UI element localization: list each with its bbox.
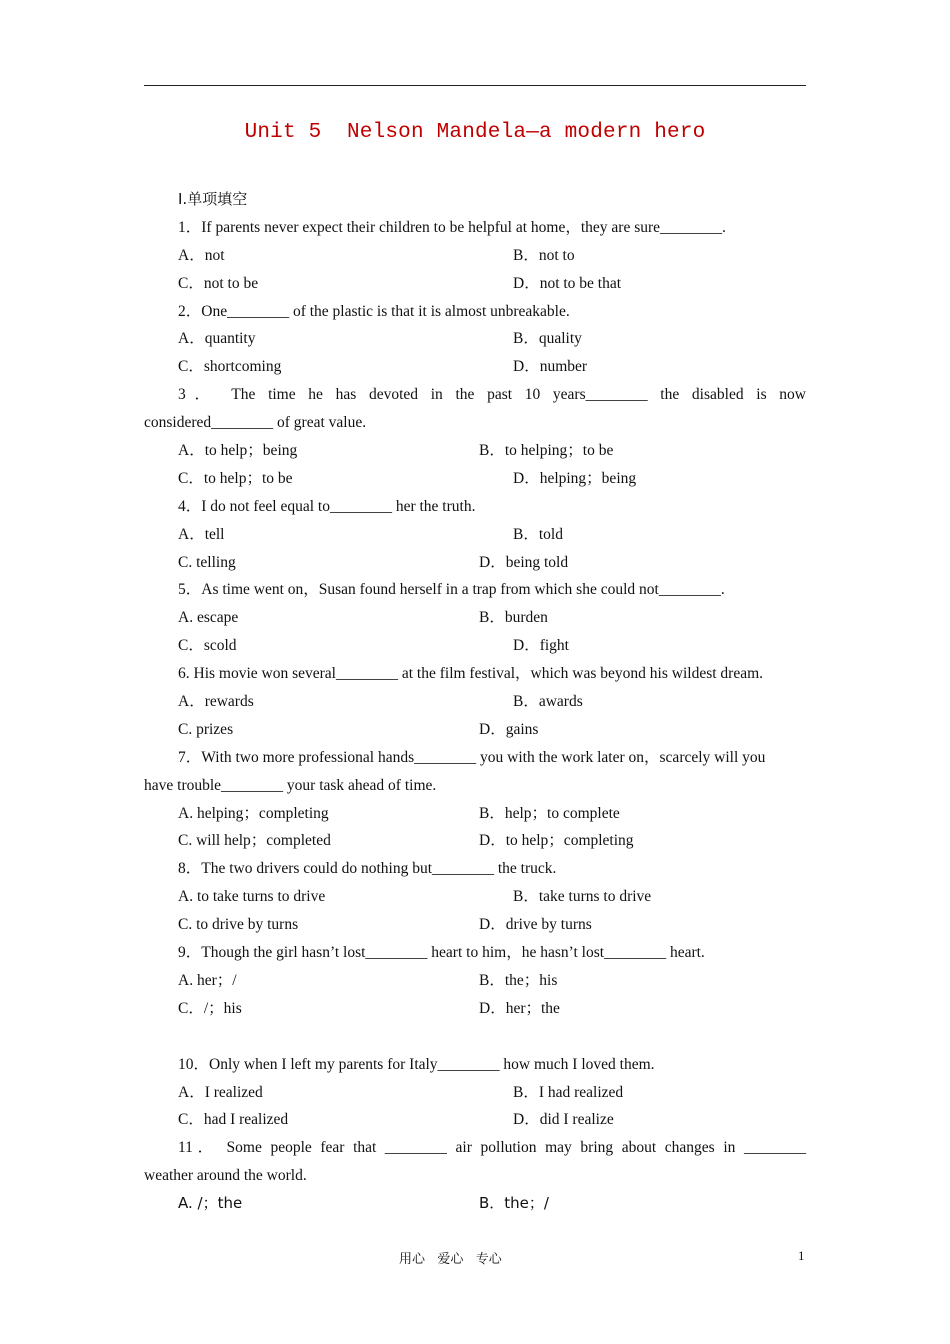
option-a: A．to help；being <box>178 442 298 460</box>
question-stem: 7．With two more professional hands________ you with the work later on，scarcely will you <box>178 748 766 766</box>
page-number: 1 <box>798 1248 805 1263</box>
option-c: C．/；his <box>178 999 242 1017</box>
option-c: C. will help；completed <box>178 832 331 850</box>
option-row <box>144 688 806 716</box>
option-b: B．to helping；to be <box>479 442 614 460</box>
question-stem-continued: have trouble________ your task ahead of time. <box>144 776 437 794</box>
option-b: B．not to <box>513 246 575 264</box>
option-c: C．to help；to be <box>178 469 293 487</box>
question-stem: 8．The two drivers could do nothing but________ the truck. <box>178 860 557 878</box>
option-row <box>144 800 806 828</box>
option-d: D．to help；completing <box>479 832 634 850</box>
option-row <box>144 353 806 381</box>
option-a: A. to take turns to drive <box>178 888 326 906</box>
question-stem: 6. His movie won several________ at the film festival，which was beyond his wildest dream. <box>178 665 764 683</box>
option-a: A. her；/ <box>178 971 237 989</box>
option-d: D．helping；being <box>513 469 637 487</box>
option-row <box>144 549 806 577</box>
option-c: C．scold <box>178 637 237 655</box>
option-a: A．rewards <box>178 693 254 711</box>
option-row <box>144 1106 806 1134</box>
question-stem: 2．One________ of the plastic is that it is almost unbreakable. <box>178 302 570 320</box>
option-a: A. /；the <box>178 1194 243 1213</box>
page-footer <box>0 1248 950 1268</box>
option-row <box>144 827 806 855</box>
option-b: B．help；to complete <box>479 804 620 822</box>
option-d: D．not to be that <box>513 274 622 292</box>
footer-motto: 用心 爱心 专心 <box>399 1252 502 1267</box>
option-a: A. helping；completing <box>178 804 329 822</box>
option-row <box>144 325 806 353</box>
option-row <box>144 270 806 298</box>
option-row <box>144 1190 806 1218</box>
option-c: C. to drive by turns <box>178 916 299 934</box>
question-stem: 1．If parents never expect their children to be helpful at home，they are sure________. <box>178 218 726 236</box>
option-d: D．number <box>513 358 588 376</box>
question-stem: 4．I do not feel equal to________ her the truth. <box>178 497 476 515</box>
option-row <box>144 465 806 493</box>
option-d: D．did I realize <box>513 1111 614 1129</box>
option-row <box>144 883 806 911</box>
option-d: D．gains <box>479 720 539 738</box>
option-a: A．quantity <box>178 330 256 348</box>
header-rule <box>144 85 806 86</box>
question-stem: 10．Only when I left my parents for Italy________ how much I loved them. <box>178 1055 655 1073</box>
question-stem-continued: considered________ of great value. <box>144 414 367 432</box>
option-c: C. prizes <box>178 720 234 738</box>
option-row <box>144 911 806 939</box>
option-b: B．awards <box>513 693 583 711</box>
option-b: B．I had realized <box>513 1083 624 1101</box>
option-row <box>144 995 806 1023</box>
option-b: B．take turns to drive <box>513 888 652 906</box>
option-b: B．the；/ <box>479 1194 549 1213</box>
option-b: B．burden <box>479 609 548 627</box>
option-b: B．told <box>513 525 563 543</box>
option-a: A. escape <box>178 609 239 627</box>
page-title: Unit 5 Nelson Mandela—a modern hero <box>244 121 706 144</box>
question-stem-continued: weather around the world. <box>144 1167 307 1185</box>
question-stem: 5．As time went on，Susan found herself in a trap from which she could not________. <box>178 581 725 599</box>
option-d: D．drive by turns <box>479 916 592 934</box>
option-row <box>144 716 806 744</box>
option-c: C. telling <box>178 553 236 571</box>
option-row <box>144 1079 806 1107</box>
option-a: A．not <box>178 246 225 264</box>
question-stem: 11． Some people fear that ________ air pollution may bring about changes in ________ <box>178 1139 806 1157</box>
option-row <box>144 967 806 995</box>
option-row <box>144 632 806 660</box>
spacer <box>144 1023 806 1051</box>
exercise-content <box>144 186 806 1218</box>
option-c: C．shortcoming <box>178 358 282 376</box>
question-stem: 3． The time he has devoted in the past 10 years________ the disabled is now <box>178 386 806 404</box>
option-d: D．fight <box>513 637 569 655</box>
question-stem: 9．Though the girl hasn’t lost________ heart to him，he hasn’t lost________ heart. <box>178 944 705 962</box>
section-heading: I.单项填空 <box>178 190 248 208</box>
option-c: C．had I realized <box>178 1111 289 1129</box>
option-row <box>144 521 806 549</box>
option-row <box>144 604 806 632</box>
option-d: D．her；the <box>479 999 560 1017</box>
option-b: B．the；his <box>479 971 558 989</box>
option-row <box>144 242 806 270</box>
option-d: D．being told <box>479 553 569 571</box>
option-c: C．not to be <box>178 274 259 292</box>
option-a: A．tell <box>178 525 225 543</box>
option-a: A．I realized <box>178 1083 263 1101</box>
option-b: B．quality <box>513 330 582 348</box>
option-row <box>144 437 806 465</box>
